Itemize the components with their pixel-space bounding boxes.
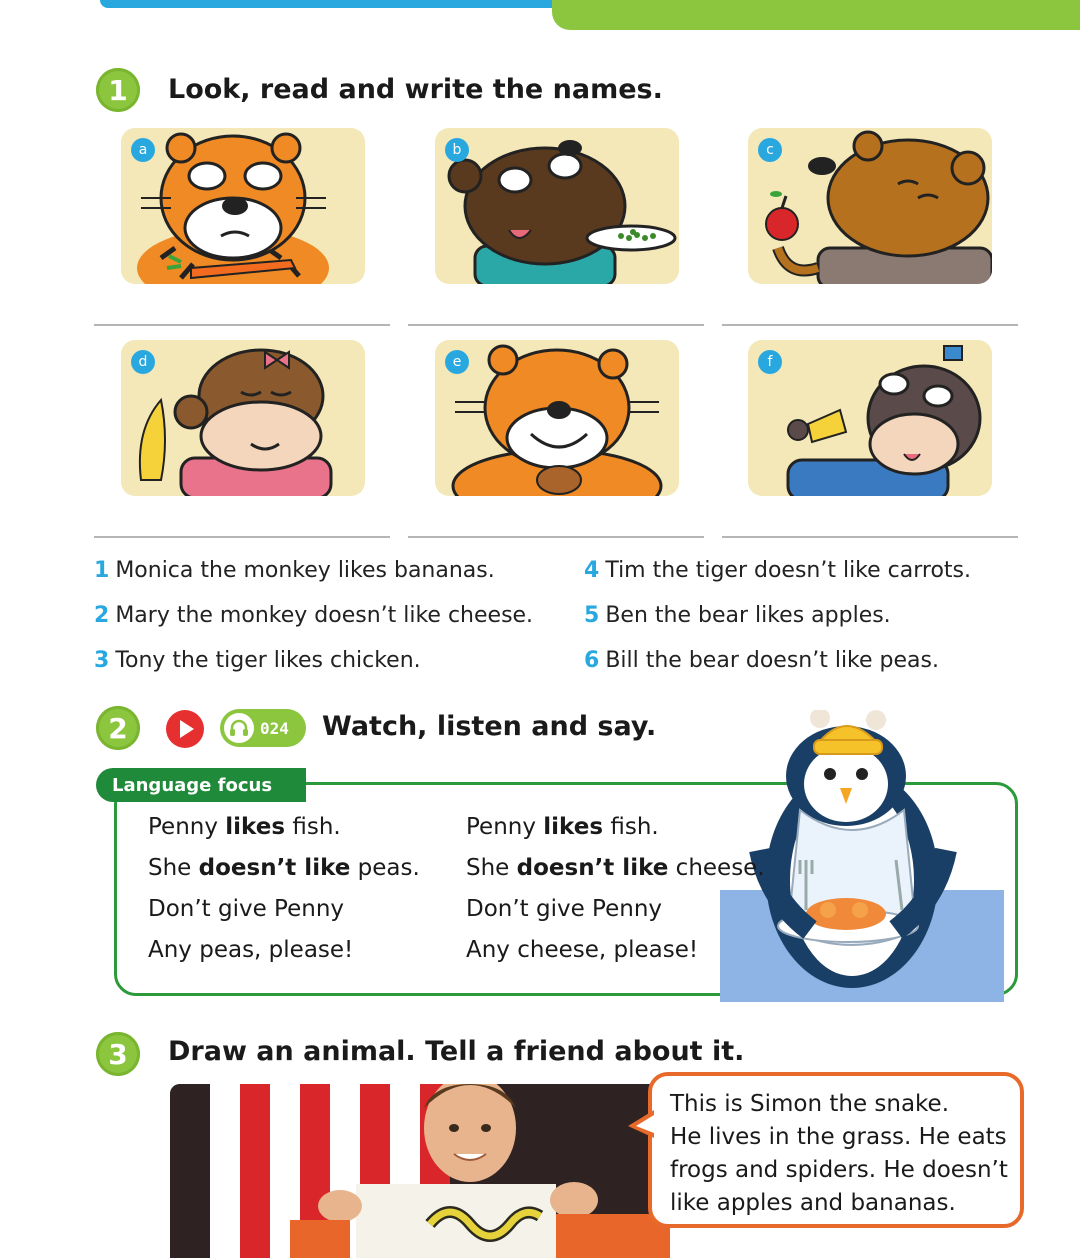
speech-line-1: This is Simon the snake. (670, 1091, 950, 1117)
sentence-text: Tony the tiger likes chicken. (115, 648, 421, 673)
penguin-illustration (720, 710, 1020, 1002)
picture-letter: b (445, 138, 469, 162)
exercise-2-title: Watch, listen and say. (322, 711, 657, 742)
play-video-button[interactable] (166, 710, 204, 748)
sentence-5 (584, 603, 891, 628)
photo-boy-with-drawing (170, 1084, 670, 1258)
sentence-4 (584, 558, 971, 583)
rhyme-text: fish. (603, 814, 659, 840)
answer-line-c[interactable] (722, 324, 1018, 326)
answer-line-d[interactable] (94, 536, 390, 538)
rhyme-bold: likes (543, 814, 604, 840)
rhyme-bold: likes (225, 814, 286, 840)
sentence-6 (584, 648, 939, 673)
sentence-1 (94, 558, 495, 583)
rhyme-right-line-2 (466, 855, 765, 881)
rhyme-text: peas. (350, 855, 420, 881)
rhyme-text: Penny (466, 814, 544, 840)
sentence-2 (94, 603, 533, 628)
sentence-number: 3 (94, 648, 110, 673)
speech-line-3: frogs and spiders. He doesn’t (670, 1157, 1008, 1183)
picture-letter: a (131, 138, 155, 162)
audio-track-code: 024 (260, 718, 289, 738)
headphones-icon (224, 713, 254, 743)
picture-letter: e (445, 350, 469, 374)
sentence-text: Tim the tiger doesn’t like carrots. (605, 558, 972, 583)
exercise-1-title: Look, read and write the names. (168, 74, 663, 105)
sentence-text: Mary the monkey doesn’t like cheese. (115, 603, 534, 628)
rhyme-bold: doesn’t like (516, 855, 669, 881)
rhyme-right-line-4: Any cheese, please! (466, 937, 699, 963)
language-focus-label: Language focus (96, 768, 306, 802)
speech-bubble (648, 1072, 1024, 1228)
answer-line-f[interactable] (722, 536, 1018, 538)
rhyme-right-line-3: Don’t give Penny (466, 896, 663, 922)
rhyme-text: cheese. (668, 855, 765, 881)
sentence-text: Monica the monkey likes bananas. (115, 558, 495, 583)
picture-letter: f (758, 350, 782, 374)
rhyme-left-line-4: Any peas, please! (148, 937, 354, 963)
picture-letter: c (758, 138, 782, 162)
rhyme-text: Penny (148, 814, 226, 840)
play-icon (166, 710, 204, 748)
rhyme-left-line-2 (148, 855, 420, 881)
picture-c-bear-apple (748, 128, 992, 284)
rhyme-text: fish. (285, 814, 341, 840)
sentence-number: 6 (584, 648, 600, 673)
exercise-3-number: 3 (96, 1032, 140, 1076)
sentence-number: 5 (584, 603, 600, 628)
sentence-number: 4 (584, 558, 600, 583)
rhyme-right-line-1 (466, 814, 659, 840)
answer-line-b[interactable] (408, 324, 704, 326)
sentence-text: Bill the bear doesn’t like peas. (605, 648, 939, 673)
sentence-text: Ben the bear likes apples. (605, 603, 891, 628)
answer-line-e[interactable] (408, 536, 704, 538)
top-bar-green (552, 0, 1080, 30)
exercise-3-title: Draw an animal. Tell a friend about it. (168, 1036, 745, 1067)
rhyme-text: She (148, 855, 199, 881)
picture-f-monkey-cheese (748, 340, 992, 496)
speech-bubble-tail (628, 1110, 654, 1140)
exercise-1-number: 1 (96, 68, 140, 112)
picture-b-bear-peas (435, 128, 679, 284)
answer-line-a[interactable] (94, 324, 390, 326)
sentence-number: 2 (94, 603, 110, 628)
picture-a-tiger-carrot (121, 128, 365, 284)
picture-e-tiger-chicken (435, 340, 679, 496)
picture-d-monkey-banana (121, 340, 365, 496)
top-bar-blue (100, 0, 570, 8)
exercise-2-number: 2 (96, 706, 140, 750)
rhyme-text: She (466, 855, 517, 881)
speech-line-2: He lives in the grass. He eats (670, 1124, 1007, 1150)
rhyme-left-line-3: Don’t give Penny (148, 896, 345, 922)
sentence-number: 1 (94, 558, 110, 583)
speech-line-4: like apples and bananas. (670, 1190, 956, 1216)
rhyme-left-line-1 (148, 814, 341, 840)
picture-letter: d (131, 350, 155, 374)
audio-track-button[interactable] (220, 709, 306, 747)
sentence-3 (94, 648, 421, 673)
rhyme-bold: doesn’t like (198, 855, 351, 881)
